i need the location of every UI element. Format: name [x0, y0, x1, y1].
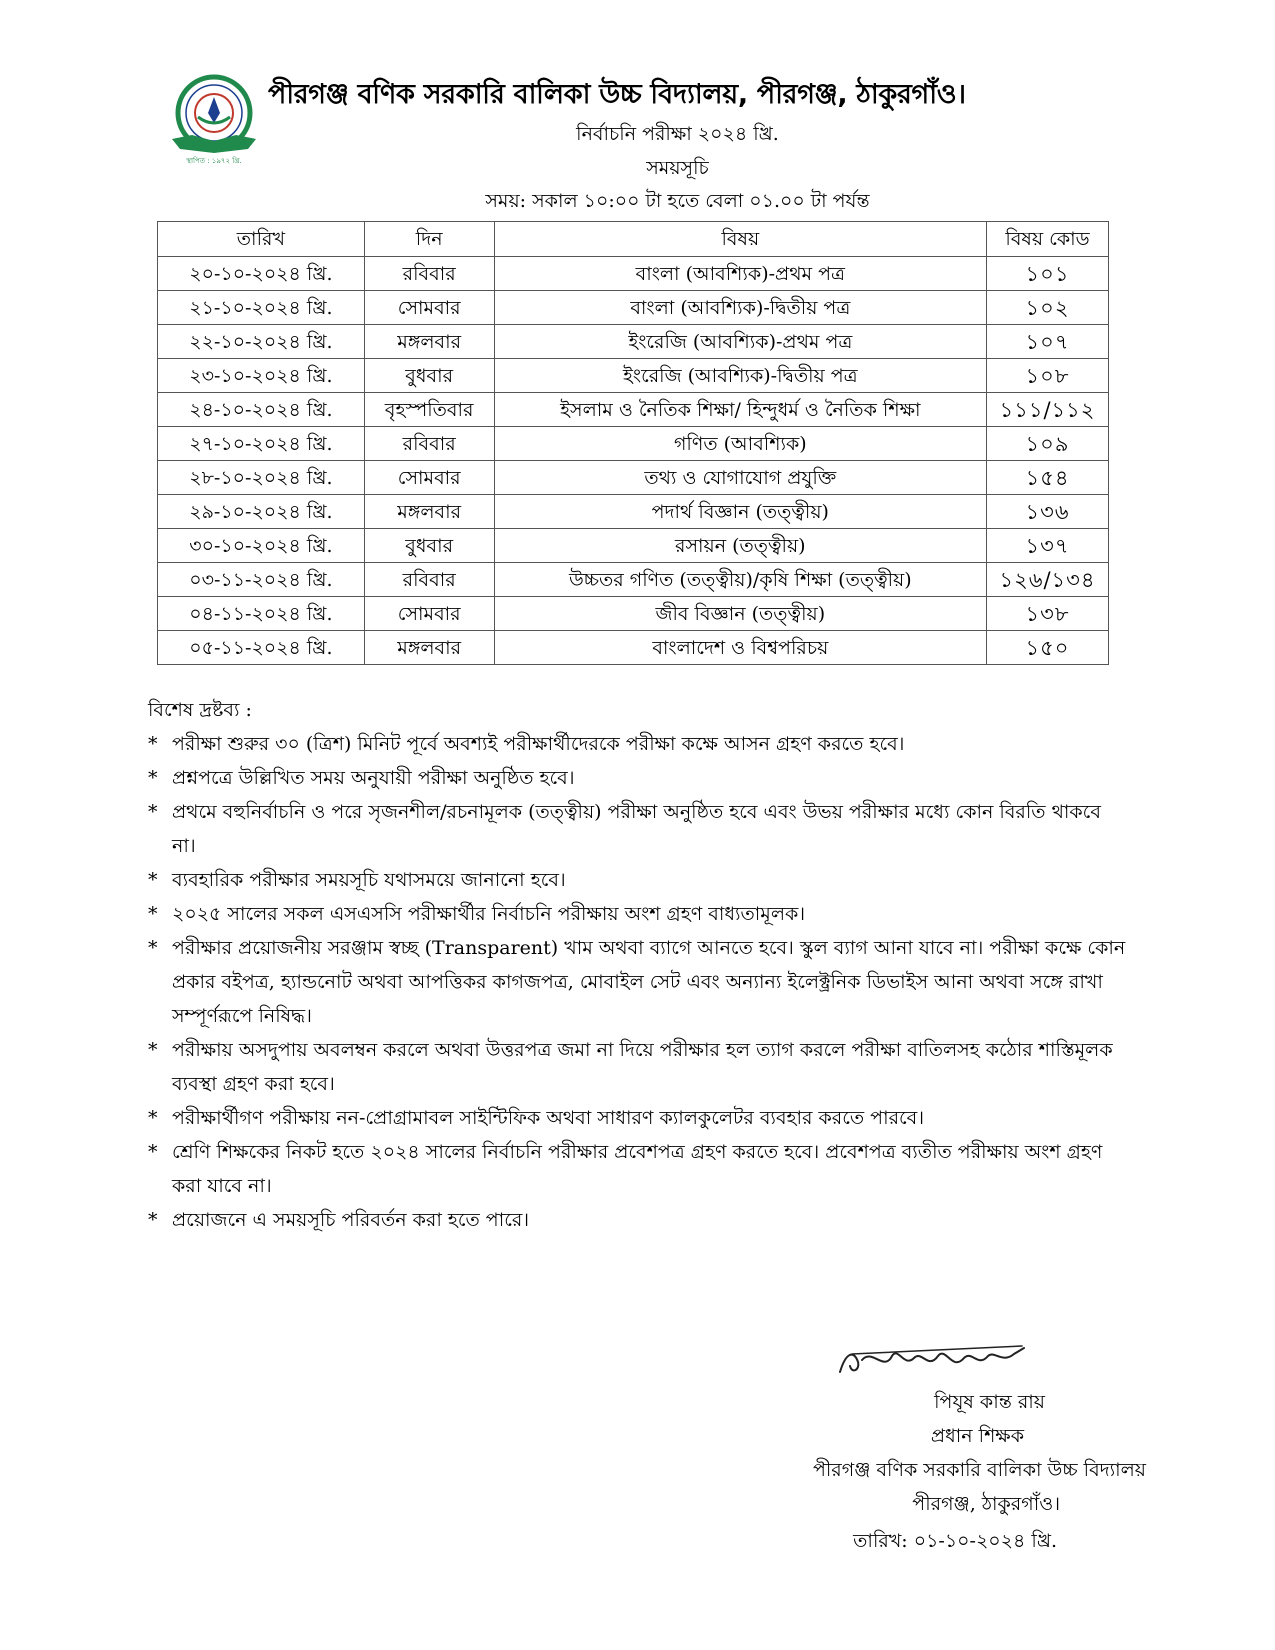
- table-row: [158, 495, 1109, 529]
- routine-title: সময়সূচি: [646, 157, 709, 179]
- notes-heading: বিশেষ দ্রষ্টব্য :: [148, 699, 252, 721]
- note-item: [148, 897, 1128, 931]
- note-text: প্রথমে বহুনির্বাচনি ও পরে সৃজনশীল/রচনামূলক (তত্ত্বীয়) পরীক্ষা অনুষ্ঠিত হবে এবং উভয় পরীক্ষার মধ্যে কোন বিরতি থাকবে না।: [172, 801, 1101, 857]
- subject-cell: পদার্থ বিজ্ঞান (তত্ত্বীয়): [494, 495, 986, 529]
- note-item: [148, 761, 1128, 795]
- subject-cell: বাংলাদেশ ও বিশ্বপরিচয়: [494, 631, 986, 665]
- note-item: [148, 1203, 1128, 1237]
- note-item: [148, 863, 1128, 897]
- subject-cell: রসায়ন (তত্ত্বীয়): [494, 529, 986, 563]
- exam-schedule-table: [157, 221, 1109, 665]
- note-text: প্রশ্নপত্রে উল্লিখিত সময় অনুযায়ী পরীক্ষা অনুষ্ঠিত হবে।: [172, 767, 575, 789]
- note-text: পরীক্ষার্থীগণ পরীক্ষায় নন-প্রোগ্রামাবল সাইন্টিফিক অথবা সাধারণ ক্যালকুলেটর ব্যবহার করতে পারবে।: [172, 1107, 925, 1129]
- day-cell: রবিবার: [364, 257, 494, 291]
- date-cell: ২৩-১০-২০২৪ খ্রি.: [158, 359, 365, 393]
- exam-title: নির্বাচনি পরীক্ষা ২০২৪ খ্রি.: [576, 123, 779, 145]
- note-marker: *: [148, 1209, 158, 1231]
- column-header-code: বিষয় কোড: [987, 222, 1109, 257]
- date-cell: ২৭-১০-২০২৪ খ্রি.: [158, 427, 365, 461]
- table-header-row: [158, 222, 1109, 257]
- code-cell: ১০৮: [987, 359, 1109, 393]
- day-cell: বুধবার: [364, 529, 494, 563]
- code-cell: ১০২: [987, 291, 1109, 325]
- column-header-date: তারিখ: [158, 222, 365, 257]
- table-row: [158, 427, 1109, 461]
- note-text: ব্যবহারিক পরীক্ষার সময়সূচি যথাসময়ে জানানো হবে।: [172, 869, 566, 891]
- code-cell: ১১১/১১২: [987, 393, 1109, 427]
- day-cell: রবিবার: [364, 427, 494, 461]
- note-marker: *: [148, 801, 158, 823]
- note-marker: *: [148, 767, 158, 789]
- note-marker: *: [148, 1107, 158, 1129]
- signatory-school: পীরগঞ্জ বণিক সরকারি বালিকা উচ্চ বিদ্যালয়: [812, 1459, 1146, 1481]
- day-cell: সোমবার: [364, 597, 494, 631]
- subject-cell: ইংরেজি (আবশ্যিক)-দ্বিতীয় পত্র: [494, 359, 986, 393]
- date-cell: ০৫-১১-২০২৪ খ্রি.: [158, 631, 365, 665]
- note-text: পরীক্ষায় অসদুপায় অবলম্বন করলে অথবা উত্তরপত্র জমা না দিয়ে পরীক্ষার হল ত্যাগ করলে পরীক্ষা বাতিলসহ কঠোর শাস্তিমূলক ব্যবস্থা গ্রহণ করা হবে।: [172, 1039, 1113, 1095]
- code-cell: ১৩৬: [987, 495, 1109, 529]
- subject-cell: তথ্য ও যোগাযোগ প্রযুক্তি: [494, 461, 986, 495]
- note-text: প্রয়োজনে এ সময়সূচি পরিবর্তন করা হতে পারে।: [172, 1209, 530, 1231]
- note-marker: *: [148, 869, 158, 891]
- table-row: [158, 325, 1109, 359]
- date-cell: ২৯-১০-২০২৪ খ্রি.: [158, 495, 365, 529]
- note-item: [148, 1135, 1128, 1203]
- signatory-name: পিযূষ কান্ত রায়: [934, 1391, 1045, 1413]
- note-item: [148, 1033, 1128, 1101]
- special-notes: [148, 693, 1128, 1237]
- school-name: পীরগঞ্জ বণিক সরকারি বালিকা উচ্চ বিদ্যালয়, পীরগঞ্জ, ঠাকুরগাঁও।: [268, 79, 966, 110]
- code-cell: ১৩৮: [987, 597, 1109, 631]
- date-cell: ২২-১০-২০২৪ খ্রি.: [158, 325, 365, 359]
- note-item: [148, 1101, 1128, 1135]
- code-cell: ১০১: [987, 257, 1109, 291]
- handwritten-signature-icon: [832, 1342, 1032, 1384]
- code-cell: ১০৯: [987, 427, 1109, 461]
- day-cell: বুধবার: [364, 359, 494, 393]
- date-cell: ২৮-১০-২০২৪ খ্রি.: [158, 461, 365, 495]
- note-marker: *: [148, 1039, 158, 1061]
- note-text: পরীক্ষার প্রয়োজনীয় সরঞ্জাম স্বচ্ছ (Transparent) খাম অথবা ব্যাগে আনতে হবে। স্কুল ব্যাগ আনা যাবে না। পরীক্ষা কক্ষে কোন প্রকার বইপত্র, হ্যান্ডনোট অথবা আপত্তিকর কাগজপত্র, মোবাইল সেট এবং অন্যান্য ইলেক্ট্রনিক ডিভাইস আনা অথবা সঙ্গে রাখা সম্পূর্ণরূপে নিষিদ্ধ।: [172, 937, 1126, 1027]
- exam-time: সময়: সকাল ১০:০০ টা হতে বেলা ০১.০০ টা পর্যন্ত: [485, 190, 870, 212]
- column-header-day: দিন: [364, 222, 494, 257]
- code-cell: ১০৭: [987, 325, 1109, 359]
- code-cell: ১৩৭: [987, 529, 1109, 563]
- column-header-subject: বিষয়: [494, 222, 986, 257]
- day-cell: রবিবার: [364, 563, 494, 597]
- date-cell: ৩০-১০-২০২৪ খ্রি.: [158, 529, 365, 563]
- day-cell: সোমবার: [364, 291, 494, 325]
- note-marker: *: [148, 733, 158, 755]
- issue-date: তারিখ: ০১-১০-২০২৪ খ্রি.: [853, 1530, 1057, 1552]
- subject-cell: বাংলা (আবশ্যিক)-দ্বিতীয় পত্র: [494, 291, 986, 325]
- signature-block: [690, 1342, 1150, 1642]
- table-row: [158, 359, 1109, 393]
- note-item: [148, 727, 1128, 761]
- subject-cell: ইংরেজি (আবশ্যিক)-প্রথম পত্র: [494, 325, 986, 359]
- subject-cell: বাংলা (আবশ্যিক)-প্রথম পত্র: [494, 257, 986, 291]
- subject-cell: গণিত (আবশ্যিক): [494, 427, 986, 461]
- table-row: [158, 631, 1109, 665]
- day-cell: মঙ্গলবার: [364, 495, 494, 529]
- day-cell: মঙ্গলবার: [364, 631, 494, 665]
- date-cell: ২১-১০-২০২৪ খ্রি.: [158, 291, 365, 325]
- table-row: [158, 461, 1109, 495]
- date-cell: ২৪-১০-২০২৪ খ্রি.: [158, 393, 365, 427]
- subject-cell: জীব বিজ্ঞান (তত্ত্বীয়): [494, 597, 986, 631]
- table-row: [158, 597, 1109, 631]
- day-cell: মঙ্গলবার: [364, 325, 494, 359]
- date-cell: ০৩-১১-২০২৪ খ্রি.: [158, 563, 365, 597]
- note-text: শ্রেণি শিক্ষকের নিকট হতে ২০২৪ সালের নির্বাচনি পরীক্ষার প্রবেশপত্র গ্রহণ করতে হবে। প্রবেশপত্র ব্যতীত পরীক্ষায় অংশ গ্রহণ করা যাবে না।: [172, 1141, 1103, 1197]
- table-row: [158, 393, 1109, 427]
- date-cell: ২০-১০-২০২৪ খ্রি.: [158, 257, 365, 291]
- code-cell: ১৫৪: [987, 461, 1109, 495]
- subject-cell: উচ্চতর গণিত (তত্ত্বীয়)/কৃষি শিক্ষা (তত্ত্বীয়): [494, 563, 986, 597]
- table-row: [158, 257, 1109, 291]
- table-row: [158, 563, 1109, 597]
- code-cell: ১২৬/১৩৪: [987, 563, 1109, 597]
- note-item: [148, 931, 1128, 1033]
- code-cell: ১৫০: [987, 631, 1109, 665]
- note-item: [148, 795, 1128, 863]
- note-marker: *: [148, 903, 158, 925]
- note-text: পরীক্ষা শুরুর ৩০ (ত্রিশ) মিনিট পূর্বে অবশ্যই পরীক্ষার্থীদেরকে পরীক্ষা কক্ষে আসন গ্রহণ করতে হবে।: [172, 733, 905, 755]
- table-row: [158, 529, 1109, 563]
- signatory-designation: প্রধান শিক্ষক: [930, 1425, 1024, 1447]
- document-header: [0, 0, 1275, 212]
- svg-text:স্থাপিত : ১৯৭২ খ্রি.: স্থাপিত : ১৯৭২ খ্রি.: [186, 157, 242, 165]
- note-marker: *: [148, 1141, 158, 1163]
- day-cell: বৃহস্পতিবার: [364, 393, 494, 427]
- table-row: [158, 291, 1109, 325]
- subject-cell: ইসলাম ও নৈতিক শিক্ষা/ হিন্দুধর্ম ও নৈতিক শিক্ষা: [494, 393, 986, 427]
- day-cell: সোমবার: [364, 461, 494, 495]
- note-marker: *: [148, 937, 158, 959]
- date-cell: ০৪-১১-২০২৪ খ্রি.: [158, 597, 365, 631]
- note-text: ২০২৫ সালের সকল এসএসসি পরীক্ষার্থীর নির্বাচনি পরীক্ষায় অংশ গ্রহণ বাধ্যতামূলক।: [172, 903, 806, 925]
- signatory-place: পীরগঞ্জ, ঠাকুরগাঁও।: [912, 1493, 1060, 1515]
